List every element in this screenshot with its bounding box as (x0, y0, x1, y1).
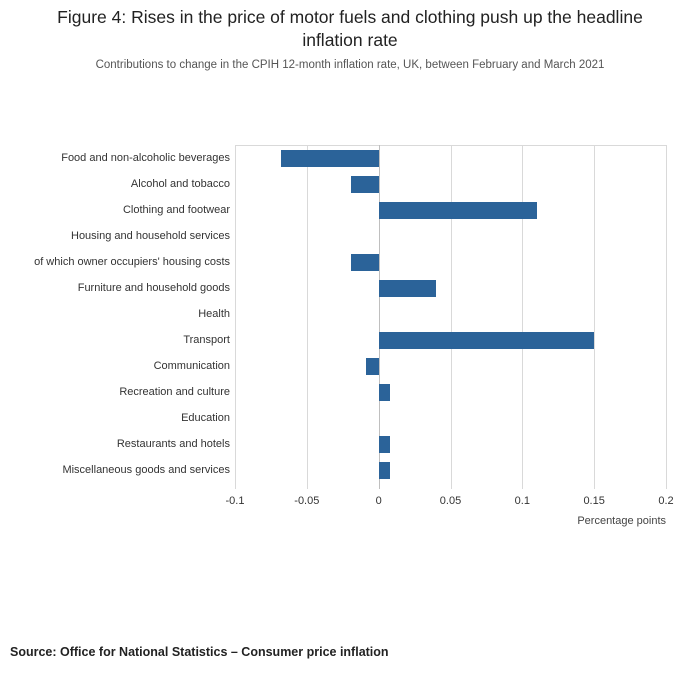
category-label: Alcohol and tobacco (130, 178, 230, 190)
category-label: Education (181, 412, 230, 424)
category-label: of which owner occupiers' housing costs (34, 256, 230, 268)
chart-subtitle: Contributions to change in the CPIH 12-month inflation rate, UK, between February and March 2021 (95, 59, 605, 71)
category-label: Miscellaneous goods and services (62, 464, 230, 476)
x-axis (0, 140, 700, 527)
x-tick-label: 0.1 (514, 495, 530, 507)
x-tick-label: 0 (375, 495, 382, 507)
category-label: Transport (183, 334, 230, 346)
category-label: Recreation and culture (119, 386, 230, 398)
x-tick-label: 0.2 (658, 495, 674, 507)
x-tick-label: 0.05 (439, 495, 462, 507)
x-tick-label: 0.15 (583, 495, 605, 507)
x-axis-title: Percentage points (577, 515, 666, 527)
category-label: Furniture and household goods (77, 282, 230, 294)
plot-area (0, 140, 700, 527)
x-tick-label: -0.1 (225, 495, 245, 507)
source-note: Source: Office for National Statistics – Consumer price inflation (10, 645, 389, 659)
category-label: Clothing and footwear (122, 204, 230, 216)
category-label: Housing and household services (71, 230, 230, 242)
chart-title: Figure 4: Rises in the price of motor fuels and clothing push up the headline inflation rate (57, 7, 643, 50)
category-label: Food and non-alcoholic beverages (61, 152, 230, 164)
category-label: Restaurants and hotels (116, 438, 230, 450)
category-label: Communication (153, 360, 230, 372)
category-label: Health (198, 308, 230, 320)
x-tick-label: -0.05 (294, 495, 320, 507)
